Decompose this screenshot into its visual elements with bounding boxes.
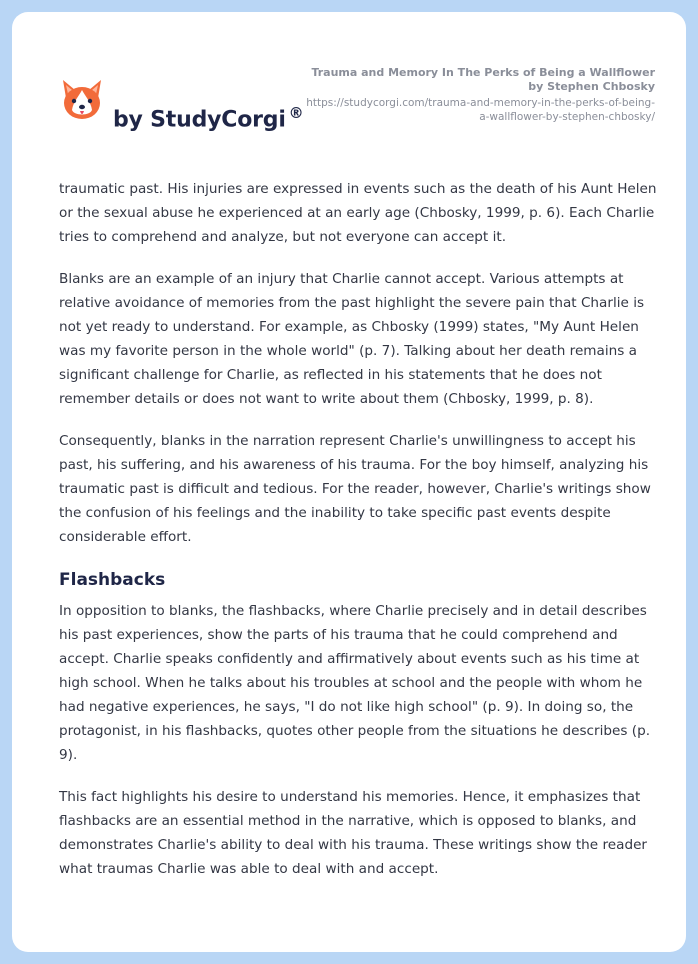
paragraph-4: In opposition to blanks, the flashbacks, where Charlie precisely and in detail describes his past experiences, show the parts of his trauma that he could comprehend and accept. Charlie speaks confidently and affirmatively about events such as his time at high school. When he talks about his troubles at school and the people with whom he had negative experiences, he says, "I do not like high school" (p. 9). In doing so, the protagonist, in his flashbacks, quotes other people from the situations he describes (p. 9). xyxy=(59,603,651,763)
brand-name: by StudyCorgi ® xyxy=(113,104,304,133)
paragraph-2: Blanks are an example of an injury that Charlie cannot accept. Various attempts at relative avoidance of memories from the past highlight the severe pain that Charlie is not yet ready to understand. For example, as Chbosky (1999) states, "My Aunt Helen was my favorite person in the whole world" (p. 7). Talking about her death remains a significant challenge for Charlie, as reflected in his statements that he does not remember details or does not want to write about them (Chbosky, 1999, p. 8). xyxy=(59,271,645,407)
page-sheet xyxy=(12,12,686,952)
page-header xyxy=(12,12,686,152)
essay-meta xyxy=(305,66,655,124)
paragraph-3: Consequently, blanks in the narration represent Charlie's unwillingness to accept his past, his suffering, and his awareness of his trauma. For the boy himself, analyzing his traumatic past is difficult and tedious. For the reader, however, Charlie's writings show the confusion of his feelings and the inability to take specific past events despite considerable effort. xyxy=(59,433,651,545)
section-heading-flashbacks: Flashbacks xyxy=(59,570,166,590)
essay-url[interactable]: https://studycorgi.com/trauma-and-memory-in-the-perks-of-being-a-wallflower-by-stephen-chbosky/ xyxy=(306,97,655,123)
essay-content xyxy=(59,177,659,899)
paragraph-5: This fact highlights his desire to understand his memories. Hence, it emphasizes that flashbacks are an essential method in the narrative, which is opposed to blanks, and demonstrates Charlie's ability to deal with his trauma. These writings show the reader what traumas Charlie was able to deal with and accept. xyxy=(59,789,648,877)
corgi-icon xyxy=(60,76,104,124)
essay-title: Trauma and Memory In The Perks of Being a Wallflower by Stephen Chbosky xyxy=(311,66,655,93)
studycorgi-logo[interactable] xyxy=(60,76,320,136)
paragraph-1: traumatic past. His injuries are expressed in events such as the death of his Aunt Helen or the sexual abuse he experienced at an early age (Chbosky, 1999, p. 6). Each Charlie tries to comprehend and analyze, but not everyone can accept it. xyxy=(59,181,657,245)
